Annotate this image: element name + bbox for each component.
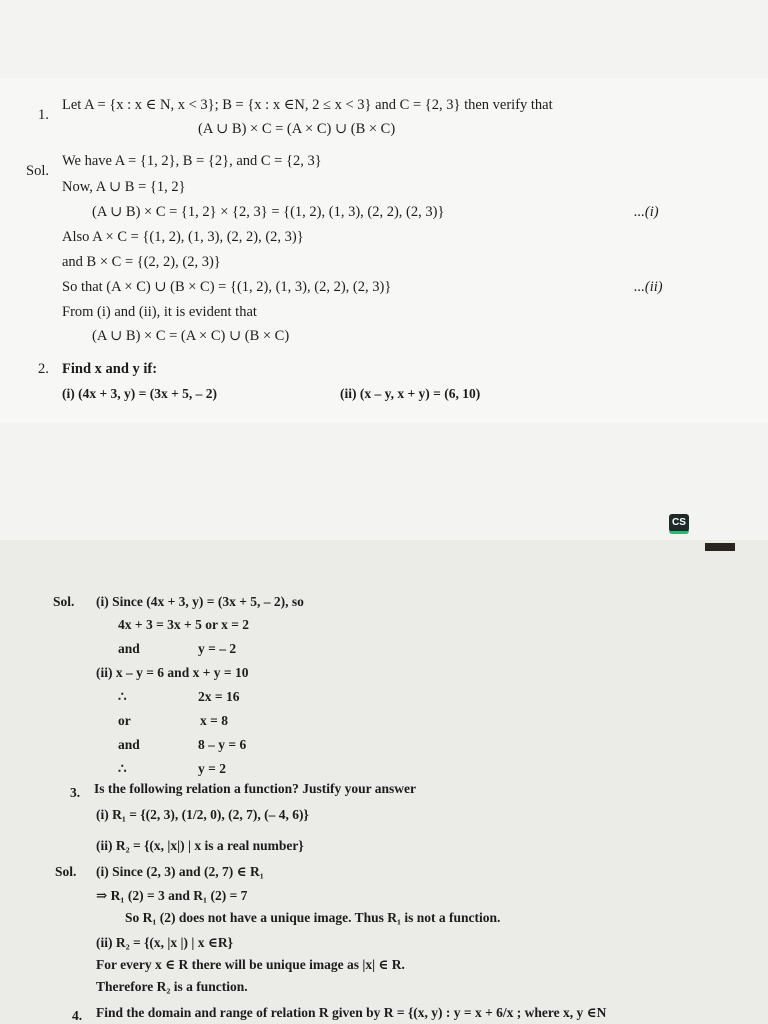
solution-2-line: x = 8 — [200, 713, 228, 728]
question-3-title: Is the following relation a function? Justify your answer — [94, 781, 417, 796]
question-2-number: 2. — [38, 361, 49, 377]
question-2-title: Find x and y if: — [62, 361, 158, 377]
solution-2-line: and — [118, 737, 140, 752]
solution-1-label: Sol. — [26, 163, 49, 179]
equation-tag-ii: ...(ii) — [634, 279, 663, 295]
question-2-part-ii: (ii) (x – y, x + y) = (6, 10) — [340, 386, 481, 401]
solution-1-line: So that (A × C) ∪ (B × C) = {(1, 2), (1, 3), (2, 2), (2, 3)} — [62, 279, 392, 295]
solution-1-line: Also A × C = {(1, 2), (1, 3), (2, 2), (2, 3)} — [62, 229, 304, 245]
question-4-text: Find the domain and range of relation R given by R = {(x, y) : y = x + 6/x ; where x, y ∈N — [96, 1005, 607, 1020]
solution-3-line: So R₁ (2) does not have a unique image. Thus R₁ is not a function. — [125, 910, 501, 925]
solution-3-line: (i) Since (2, 3) and (2, 7) ∈ R₁ — [96, 864, 264, 879]
question-1-number: 1. — [38, 107, 49, 123]
solution-3-line: Therefore R₂ is a function. — [96, 979, 248, 994]
solution-2-line: y = – 2 — [198, 641, 237, 656]
solution-1-line: Now, A ∪ B = {1, 2} — [62, 179, 186, 195]
question-3-part-ii: (ii) R₂ = {(x, |x|) | x is a real number} — [96, 838, 304, 853]
page-corner-fold — [705, 543, 735, 551]
solution-1-line: and B × C = {(2, 2), (2, 3)} — [62, 254, 221, 270]
question-3-number: 3. — [70, 785, 81, 800]
solution-3-label: Sol. — [55, 864, 77, 879]
solution-2-line: 4x + 3 = 3x + 5 or x = 2 — [118, 617, 250, 632]
question-4-number: 4. — [72, 1008, 83, 1023]
solution-3-line: For every x ∈ R there will be unique image as |x| ∈ R. — [96, 957, 405, 972]
solution-2-line: ∴ — [118, 689, 127, 704]
solution-1-line: (A ∪ B) × C = (A × C) ∪ (B × C) — [92, 328, 290, 344]
equation-tag-i: ...(i) — [634, 204, 659, 220]
solution-3-line: (ii) R₂ = {(x, |x |) | x ∈R} — [96, 935, 233, 950]
question-1-equation: (A ∪ B) × C = (A × C) ∪ (B × C) — [198, 121, 396, 137]
solution-2-line: (ii) x – y = 6 and x + y = 10 — [96, 665, 249, 680]
solution-1-line: We have A = {1, 2}, B = {2}, and C = {2, 3} — [62, 153, 322, 169]
solution-2-line: y = 2 — [198, 761, 226, 776]
question-3-part-i: (i) R₁ = {(2, 3), (1/2, 0), (2, 7), (– 4, 6)} — [96, 807, 309, 822]
solution-2-line: and — [118, 641, 140, 656]
question-1-text: Let A = {x : x ∈ N, x < 3}; B = {x : x ∈N, 2 ≤ x < 3} and C = {2, 3} then verify that — [62, 97, 553, 113]
solution-2-line: 2x = 16 — [198, 689, 240, 704]
solution-1-line: From (i) and (ii), it is evident that — [62, 304, 257, 320]
solution-2-line: 8 – y = 6 — [198, 737, 247, 752]
solution-1-line: (A ∪ B) × C = {1, 2} × {2, 3} = {(1, 2), (1, 3), (2, 2), (2, 3)} — [92, 204, 445, 220]
solution-2-line: (i) Since (4x + 3, y) = (3x + 5, – 2), so — [96, 594, 304, 609]
solution-2-line: or — [118, 713, 131, 728]
camscanner-logo: CS — [669, 514, 689, 532]
solution-3-line: ⇒ R₁ (2) = 3 and R₁ (2) = 7 — [96, 888, 248, 903]
solution-2-label: Sol. — [53, 594, 75, 609]
solution-2-line: ∴ — [118, 761, 127, 776]
question-2-part-i: (i) (4x + 3, y) = (3x + 5, – 2) — [62, 386, 218, 401]
